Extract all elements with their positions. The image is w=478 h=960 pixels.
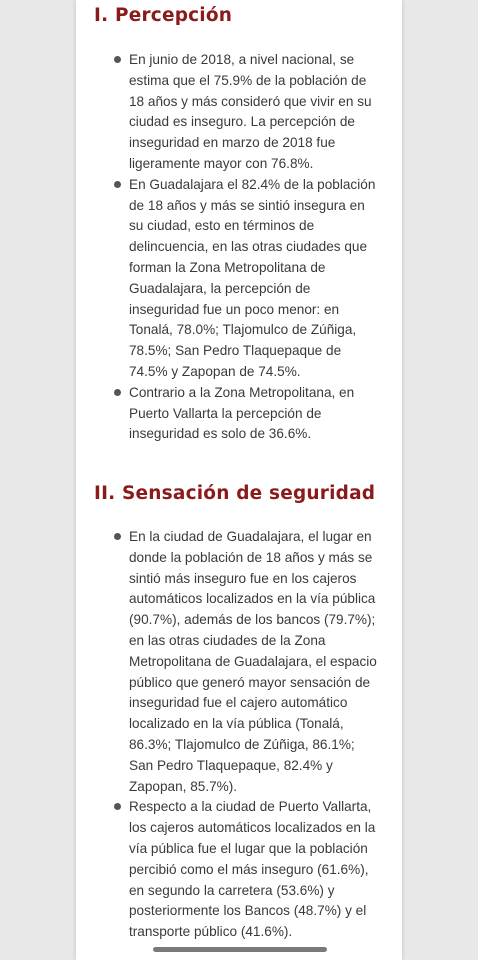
paragraph-line: 18 años y más consideró que vivir en su — [129, 93, 372, 109]
paragraph-line: Metropolitana de Guadalajara, el espacio — [129, 653, 377, 669]
paragraph-line: En junio de 2018, a nivel nacional, se — [129, 52, 355, 67]
paragraph-line: ligeramente mayor con 76.8%. — [129, 155, 314, 171]
paragraph-line: transporte público (41.6%). — [129, 924, 293, 940]
bullet-dot-icon — [114, 181, 121, 188]
paragraph-line: su ciudad, esto en términos de — [129, 218, 315, 234]
paragraph-line: de 18 años y más se sintió insegura en — [129, 197, 365, 213]
paragraph-line: Tonalá, 78.0%; Tlajomulco de Zúñiga, — [129, 322, 357, 338]
paragraph-line: En la ciudad de Guadalajara, el lugar en — [129, 529, 372, 544]
section-heading-sensacion-de-seguridad: II. Sensación de seguridad — [94, 483, 376, 504]
list-item — [76, 797, 402, 943]
bullet-dot-icon — [114, 389, 121, 396]
paragraph-line: San Pedro Tlaquepaque, 82.4% y — [129, 757, 333, 773]
paragraph-line: en las otras ciudades de la Zona — [129, 632, 326, 648]
paragraph-line: inseguridad en marzo de 2018 fue — [129, 135, 336, 151]
list-item — [76, 383, 402, 445]
paragraph-line: automáticos localizados en la vía pública — [129, 591, 376, 607]
paragraph-line: vía pública fue el lugar que la población — [129, 840, 368, 856]
paragraph-line: inseguridad fue el cajero automático — [129, 695, 348, 711]
paragraph-line: Contrario a la Zona Metropolitana, en — [129, 384, 355, 400]
bullet-list-sensacion — [76, 527, 402, 943]
paragraph-line: inseguridad fue un poco menor: en — [129, 301, 340, 317]
paragraph-line: Zapopan, 85.7%). — [129, 778, 238, 794]
paragraph-line: localizado en la vía pública (Tonalá, — [129, 716, 344, 732]
bullet-dot-icon — [114, 56, 121, 63]
section-heading-percepcion: I. Percepción — [94, 5, 233, 26]
paragraph-line: 86.3%; Tlajomulco de Zúñiga, 86.1%; — [129, 736, 355, 752]
paragraph-line: 74.5% y Zapopan de 74.5%. — [129, 363, 301, 379]
paragraph-line: 78.5%; San Pedro Tlaquepaque de — [129, 343, 342, 359]
paragraph-line: (90.7%), además de los bancos (79.7%); — [129, 612, 376, 628]
horizontal-scrollbar[interactable] — [153, 947, 327, 952]
paragraph-line: percibió como el más inseguro (61.6%), — [129, 861, 369, 877]
bullet-dot-icon — [114, 533, 121, 540]
bullet-dot-icon — [114, 803, 121, 810]
paragraph-line: en segundo la carretera (53.6%) y — [129, 882, 335, 898]
paragraph-line: delincuencia, en las otras ciudades que — [129, 239, 368, 255]
paragraph-line: sintió más inseguro fue en los cajeros — [129, 570, 357, 586]
list-item — [76, 527, 402, 797]
paragraph-line: público que generó mayor sensación de — [129, 674, 371, 690]
paragraph-line: Respecto a la ciudad de Puerto Vallarta, — [129, 799, 372, 815]
paragraph-line: posteriormente los Bancos (48.7%) y el — [129, 903, 367, 919]
paragraph-line: donde la población de 18 años y más se — [129, 549, 373, 565]
list-item — [76, 175, 402, 383]
list-item — [76, 50, 402, 175]
bullet-list-percepcion — [76, 50, 402, 445]
paragraph-line: forman la Zona Metropolitana de — [129, 259, 326, 275]
paragraph-line: Guadalajara, la percepción de — [129, 280, 311, 296]
document-page[interactable] — [76, 0, 402, 960]
paragraph-line: estima que el 75.9% de la población de — [129, 72, 367, 88]
paragraph-line: Puerto Vallarta la percepción de — [129, 405, 322, 421]
paragraph-line: los cajeros automáticos localizados en la — [129, 820, 376, 836]
paragraph-line: En Guadalajara el 82.4% de la población — [129, 176, 376, 192]
paragraph-line: inseguridad es solo de 36.6%. — [129, 426, 312, 442]
paragraph-line: ciudad es inseguro. La percepción de — [129, 114, 355, 130]
